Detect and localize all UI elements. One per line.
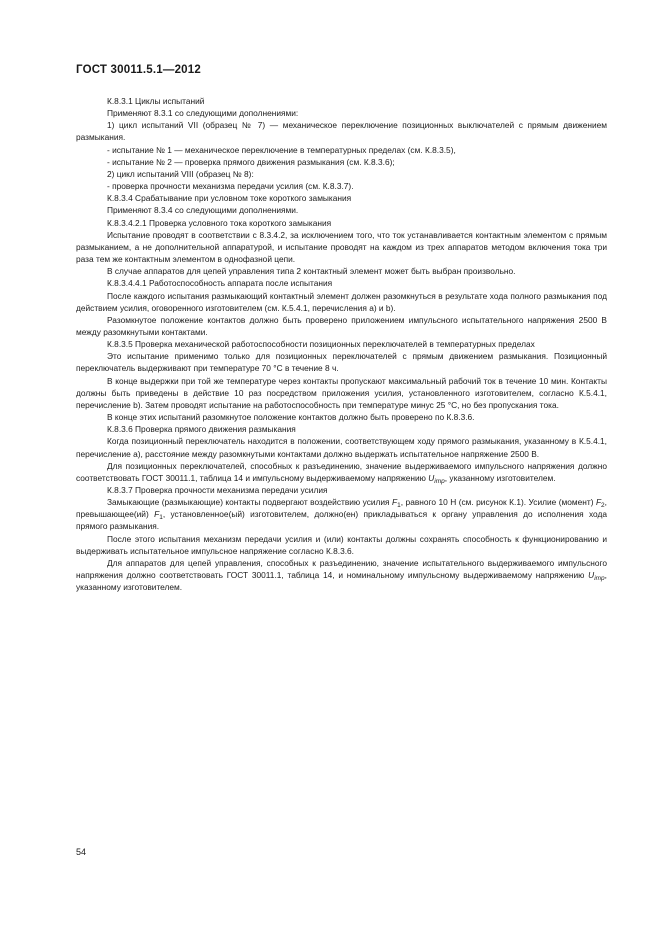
section-heading-k831: К.8.3.1 Циклы испытаний [107,96,205,106]
paragraph: Для позиционных переключателей, способных к разъединению, значение выдерживаемого импульсного напряжения должно соответствовать ГОСТ 30011.1, таблица 14 и импульсному выдерживаемому напряжению $U_{imp}$, указанному изготовителем. [76,460,607,485]
paragraph: Испытание проводят в соответствии с 8.3.4.2, за исключением того, что ток устанавливается контактным элементом с прямым размыканием, а не дополнительной аппаратурой, и испытание проводят на каждом из трех аппаратов методом включения тока три раза тем же контактным элементом в однофазной цепи. [76,229,607,265]
paragraph: Разомкнутое положение контактов должно быть проверено приложением импульсного испытательного напряжения 2500 В между разомкнутыми контактами. [76,314,607,337]
paragraph: Применяют 8.3.1 со следующими дополнениями: [107,108,299,119]
paragraph: В конце выдержки при той же температуре через контакты пропускают максимальный рабочий ток в течение 10 мин. Контакты должны быть приведены в действие 10 раз посредством приложения усилия, установленного изготовителем, согласно К.5.4.1, перечисление b). Затем проводят испытание на работоспособность при температуре минус 25 °С, но без пропускания тока. [76,375,607,410]
list-item: 2) цикл испытаний VIII (образец № 8): [107,168,254,179]
document-header: ГОСТ 30011.5.1—2012 [76,64,201,76]
list-item: - испытание № 1 — механическое переключение в температурных пределах (см. К.8.3.5), [107,144,456,155]
paragraph: Замыкающие (размыкающие) контакты подвергают воздействию усилия $F_1$, равного 10 Н (см. рисунок К.1). Усилие (момент) $F_2$, превышающее(ий) $F_1$, установленное(ый) изготовителем, должно(ен) прикладываться к органу управления до исполнения хода прямого размыкания. [76,497,607,532]
section-heading-k835: К.8.3.5 Проверка механической работоспособности позиционных переключателей в температурных пределах [107,339,535,350]
section-heading-k83441: К.8.3.4.4.1 Работоспособность аппарата после испытания [107,278,333,289]
paragraph: Это испытание применимо только для позиционных переключателей с прямым движением размыкания. Позиционный переключатель выдерживают при температуре 70 °С в течение 8 ч. [76,351,607,374]
paragraph: В случае аппаратов для цепей управления типа 2 контактный элемент может быть выбран произвольно. [107,266,516,277]
paragraph: В конце этих испытаний разомкнутое положение контактов должно быть проверено по К.8.3.6. [107,412,475,423]
section-heading-k83421: К.8.3.4.2.1 Проверка условного тока короткого замыкания [107,217,332,228]
section-heading-k836: К.8.3.6 Проверка прямого движения размыкания [107,424,296,435]
list-item: 1) цикл испытаний VII (образец № 7) — механическое переключение позиционных выключателей с прямым движением размыкания. [76,120,607,143]
list-item: - испытание № 2 — проверка прямого движения размыкания (см. К.8.3.6); [107,156,395,167]
paragraph: Для аппаратов для цепей управления, способных к разъединению, значение испытательного выдерживаемого импульсного напряжения должно соответствовать ГОСТ 30011.1, таблица 14, и номинальному импульсному выдерживаемому напряжению $U_{imp}$, указанному изготовителем. [76,557,607,593]
section-heading-k837: К.8.3.7 Проверка прочности механизма передачи усилия [107,485,328,495]
list-item: - проверка прочности механизма передачи усилия (см. К.8.3.7). [107,181,354,192]
paragraph: После этого испытания механизм передачи усилия и (или) контакты должны сохранять способность к функционированию и выдерживать испытательное импульсное напряжение согласно К.8.3.6. [76,533,607,556]
paragraph: После каждого испытания размыкающий контактный элемент должен разомкнуться в результате хода полного размыкания под действием усилия, оговоренного изготовителем (см. К.5.4.1, перечисления а) и b). [76,290,607,313]
section-heading-k834: К.8.3.4 Срабатывание при условном токе короткого замыкания [107,193,352,204]
page-number: 54 [76,847,87,857]
document-body [76,95,607,593]
paragraph: Применяют 8.3.4 со следующими дополнениями. [107,205,299,216]
paragraph: Когда позиционный переключатель находится в положении, соответствующем ходу прямого размыкания, указанному в К.5.4.1, перечисление а), расстояние между разомкнутыми контактами должно выдержать испытательное напряжение 2500 В. [76,436,607,459]
